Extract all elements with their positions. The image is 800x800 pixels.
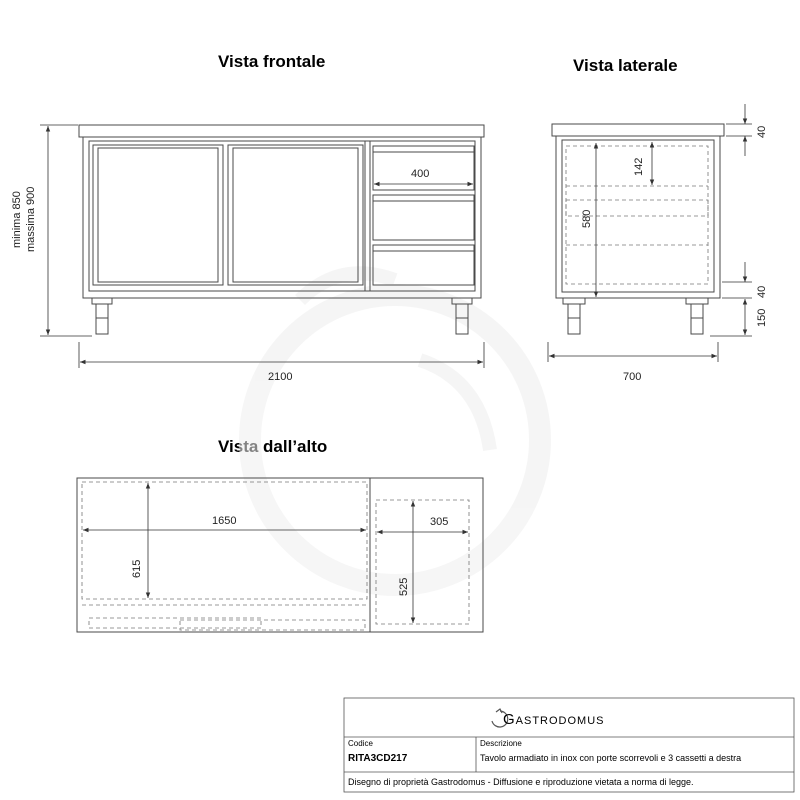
side-leg-height-label: 150 <box>756 308 768 327</box>
top-outline <box>77 478 483 632</box>
front-width-label: 2100 <box>268 371 293 383</box>
drawer-width-label: 400 <box>411 168 430 180</box>
top-compartment <box>82 482 367 599</box>
front-door-left-inner <box>98 148 218 282</box>
top-compartment-width-label: 1650 <box>212 515 237 527</box>
side-inner-height-label: 580 <box>581 209 593 228</box>
top-view <box>77 478 483 632</box>
front-view-title: Vista frontale <box>218 52 326 71</box>
front-height-max-label: massima 900 <box>25 186 37 252</box>
ownership-footer: Disegno di proprietà Gastrodomus - Diffusione e riproduzione vietata a norma di legge. <box>348 777 694 787</box>
side-bottom-thickness-label: 40 <box>756 285 768 298</box>
code-value: RITA3CD217 <box>348 753 408 764</box>
front-dimensions <box>40 125 484 368</box>
front-height-min-label: minima 850 <box>11 191 23 248</box>
front-cabinet-inner <box>89 141 475 291</box>
side-view <box>552 124 724 334</box>
front-door-right <box>228 145 363 285</box>
side-leg-right-top <box>686 298 708 304</box>
side-dimensions <box>548 104 752 362</box>
side-leg-left-top <box>563 298 585 304</box>
front-cabinet-body <box>83 137 481 298</box>
top-drawer-depth-label: 525 <box>398 577 410 596</box>
side-top-thickness-label: 40 <box>756 125 768 138</box>
watermark-logo <box>250 273 540 585</box>
brand-name: Gastrodomus <box>503 711 605 728</box>
side-width-label: 700 <box>623 371 642 383</box>
front-leg-left <box>96 304 108 334</box>
top-drawer-width-label: 305 <box>430 516 449 528</box>
top-compartment-depth-label: 615 <box>131 559 143 578</box>
side-leg-right <box>691 304 703 334</box>
side-view-title: Vista laterale <box>573 56 678 75</box>
front-worktop <box>79 125 484 137</box>
description-label: Descrizione <box>480 739 522 748</box>
side-shelf-offset-label: 142 <box>633 157 645 176</box>
front-door-left <box>93 145 223 285</box>
description-value: Tavolo armadiato in inox con porte scorrevoli e 3 cassetti a destra <box>480 753 742 763</box>
side-worktop <box>552 124 724 136</box>
code-label: Codice <box>348 739 373 748</box>
side-leg-left <box>568 304 580 334</box>
front-leg-left-top <box>92 298 112 304</box>
top-view-title: Vista dall’alto <box>218 437 328 456</box>
front-door-right-inner <box>233 148 358 282</box>
front-drawer-2 <box>373 195 474 240</box>
